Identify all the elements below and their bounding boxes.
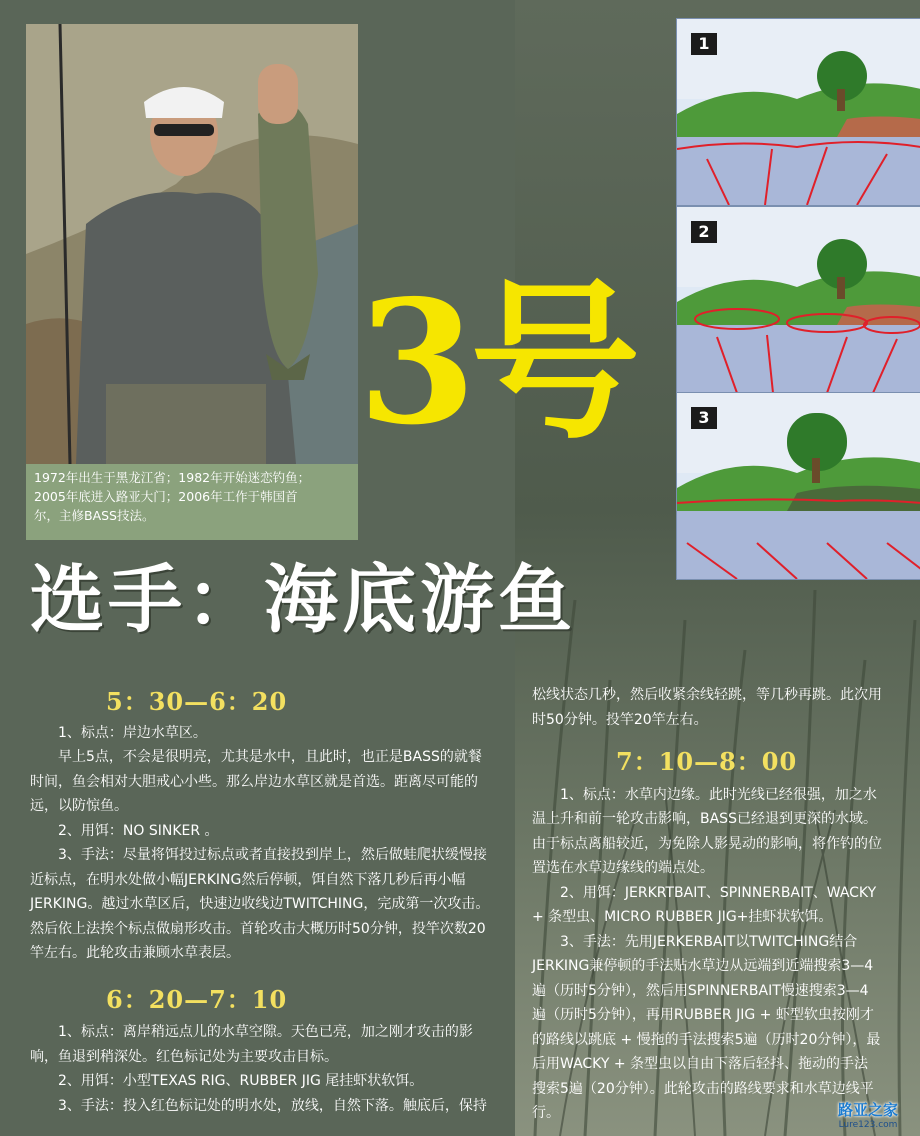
paragraph: 1、标点：岸边水草区。 [58, 724, 207, 741]
time-heading: 7：10—8：00 [616, 747, 798, 776]
paragraph: 2、用饵：JERKRTBAIT、SPINNERBAIT、WACKY + 条型虫、MICRO RUBBER JIG+挂虾状软饵。 [532, 884, 877, 925]
diagram-number-badge: 3 [691, 407, 717, 429]
paragraph: 3、手法：尽量将饵投过标点或者直接投到岸上，然后做蛙爬状缓慢接近标点，在明水处做小幅JERKING然后停顿，饵自然下落几秒后再小幅JERKING。越过水草区后，快速边收线边TWITCHING，完成第一次攻击。然后依上法挨个标点做扇形攻击。首轮攻击大概历时50分钟，投竿次数20竿左右。此轮攻击兼顾水草表层。 [30, 847, 490, 961]
angler-bio-caption [26, 464, 358, 540]
contestant-number: 3号 [358, 263, 635, 463]
strategy-diagram-3 [676, 392, 920, 580]
logo-text: 路亚之家 [837, 1101, 898, 1119]
player-name-title: 选手：海底游鱼 [30, 557, 576, 643]
strategy-diagram-2 [676, 206, 920, 394]
angler-photo [26, 24, 358, 464]
diagram-number-badge: 2 [691, 221, 717, 243]
paragraph: 3、手法：先用JERKERBAIT以TWITCHING结合JERKING兼停顿的手法贴水草边从远端到近端搜索3—4遍（历时5分钟），然后用SPINNERBAIT慢速搜索3—4遍（历时5分钟），再用RUBBER JIG + 虾型软虫按刚才的路线以跳底 + 慢拖的手法搜索5遍（历时20分钟），最后用WACKY + 条型虫以自由下落后轻抖、拖动的手法搜索5遍（20分钟）。此轮攻击的路线要求和水草边线平行。 [532, 933, 881, 1121]
paragraph: 1、标点：离岸稍远点儿的水草空隙。天色已亮，加之刚才攻击的影响，鱼退到稍深处。红色标记处为主要攻击目标。 [30, 1024, 473, 1065]
caption-line: 1972年出生于黑龙江省；1982年开始迷恋钓鱼； [34, 470, 311, 485]
diagram-number-badge: 1 [691, 33, 717, 55]
paragraph: 3、手法：投入红色标记处的明水处，放线，自然下落。触底后，保持 [58, 1097, 487, 1114]
paragraph: 早上5点，不会是很明亮，尤其是水中，且此时，也正是BASS的就餐时间，鱼会相对大胆戒心小些。那么岸边水草区就是首选。距离尽可能的远，以防惊鱼。 [30, 749, 482, 814]
paragraph: 2、用饵：NO SINKER 。 [58, 822, 219, 839]
strategy-diagram-1 [676, 18, 920, 206]
paragraph: 松线状态几秒，然后收紧余线轻跳，等几秒再跳。此次用时50分钟。投竿20竿左右。 [532, 687, 882, 728]
right-text-column [532, 683, 882, 1126]
caption-line: 尔，主修BASS技法。 [34, 508, 155, 523]
paragraph: 2、用饵：小型TEXAS RIG、RUBBER JIG 尾挂虾状软饵。 [58, 1073, 424, 1089]
caption-line: 2005年底进入路亚大门；2006年工作于韩国首 [34, 489, 298, 504]
paragraph: 1、标点：水草内边缘。此时光线已经很强，加之水温上升和前一轮攻击影响，BASS已经退到更深的水域。由于标点离船较近，为免除人影晃动的影响，将作钓的位置选在水草边缘线的端点处。 [532, 786, 882, 876]
time-heading: 5：30—6：20 [106, 687, 288, 716]
left-text-column [30, 687, 495, 1118]
time-heading: 6：20—7：10 [106, 984, 288, 1014]
logo-url: Lure123.com [838, 1120, 898, 1130]
site-logo [818, 1100, 918, 1136]
